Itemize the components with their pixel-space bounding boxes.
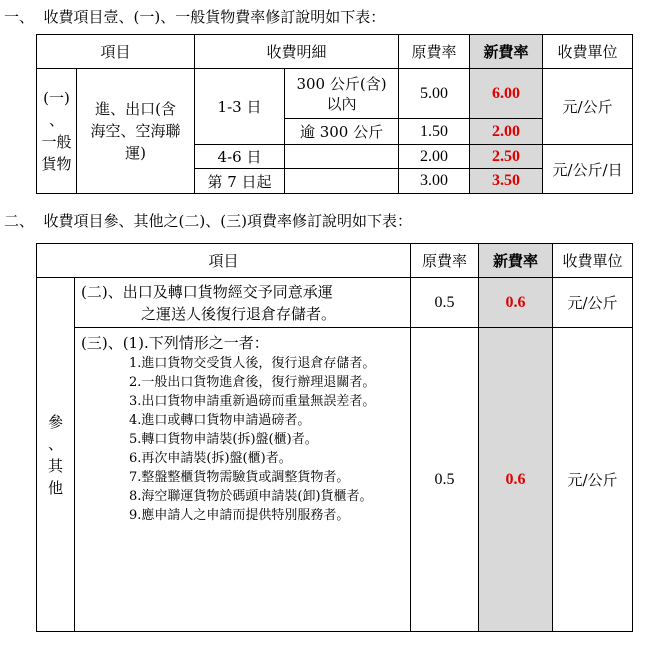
category-line: 、 — [48, 111, 64, 129]
unit-cell: 元/公斤 — [553, 328, 633, 632]
detail-line: 以內 — [326, 94, 357, 113]
section2-heading: 二、 收費項目參、其他之(二)、(三)項費率修訂說明如下表： — [4, 212, 412, 230]
unit-cell: 元/公斤 — [553, 278, 633, 328]
list-item: 4.進口或轉口貨物申請過磅者。 — [129, 413, 311, 428]
unit-cell: 元/公斤/日 — [543, 145, 633, 194]
old-rate-cell: 1.50 — [399, 119, 470, 145]
new-rate-cell: 0.6 — [479, 278, 553, 328]
item2-line: (二)、出口及轉口貨物經交予同意承運 — [81, 282, 333, 301]
old-rate-cell: 2.00 — [399, 145, 470, 169]
item3-description — [75, 328, 411, 632]
header-unit: 收費單位 — [553, 244, 633, 278]
category-line: 貨物 — [41, 155, 72, 173]
header-unit: 收費單位 — [543, 35, 633, 69]
subcategory-import-export — [77, 69, 195, 194]
old-rate-cell: 0.5 — [411, 278, 479, 328]
header-item: 項目 — [37, 35, 195, 69]
item3-title: (三)、(1).下列情形之一者： — [81, 334, 269, 352]
new-rate-cell: 6.00 — [470, 69, 543, 119]
item3-list — [81, 354, 406, 525]
list-item: 6.再次申請裝(拆)盤(櫃)者。 — [129, 451, 292, 466]
subcategory-line: 運) — [125, 144, 146, 162]
list-item: 7.整盤整櫃貨物需驗貨或調整貨物者。 — [129, 470, 350, 485]
item2-line: 之運送人後復行退倉存儲者。 — [141, 304, 337, 323]
detail-cell — [285, 169, 399, 194]
subcategory-line: 海空、空海聯 — [90, 122, 181, 140]
header-old-rate: 原費率 — [399, 35, 470, 69]
new-rate-cell: 3.50 — [470, 169, 543, 194]
detail-line: 300 公斤(含) — [296, 74, 387, 93]
detail-cell — [285, 69, 399, 119]
new-rate-cell: 0.6 — [479, 328, 553, 632]
list-item: 2.一般出口貨物進倉後，復行辦理退關者。 — [129, 375, 376, 390]
category-general-cargo — [37, 69, 77, 194]
header-detail: 收費明細 — [195, 35, 399, 69]
header-item: 項目 — [37, 244, 411, 278]
list-item: 3.出口貨物申請重新過磅而重量無誤差者。 — [129, 394, 376, 409]
detail-cell: 逾 300 公斤 — [285, 119, 399, 145]
period-cell: 第 7 日起 — [195, 169, 285, 194]
list-item: 5.轉口貨物申請裝(拆)盤(櫃)者。 — [129, 432, 318, 447]
category-line: 他 — [47, 478, 63, 497]
detail-cell — [285, 145, 399, 169]
category-line: (一) — [43, 89, 70, 107]
new-rate-cell: 2.00 — [470, 119, 543, 145]
old-rate-cell: 5.00 — [399, 69, 470, 119]
header-new-rate: 新費率 — [479, 244, 553, 278]
category-line: 、 — [47, 434, 63, 453]
item2-description — [75, 278, 411, 328]
section2-fee-table — [36, 243, 633, 632]
list-item: 8.海空聯運貨物於碼頭申請裝(卸)貨櫃者。 — [129, 489, 373, 504]
section1-heading: 一、 收費項目壹、(一)、一般貨物費率修訂說明如下表： — [4, 8, 386, 26]
header-new-rate: 新費率 — [470, 35, 543, 69]
category-other — [37, 278, 75, 632]
section1-fee-table — [36, 34, 633, 194]
period-cell: 4-6 日 — [195, 145, 285, 169]
header-old-rate: 原費率 — [411, 244, 479, 278]
new-rate-cell: 2.50 — [470, 145, 543, 169]
list-item: 1.進口貨物交受貨人後，復行退倉存儲者。 — [129, 356, 376, 371]
old-rate-cell: 0.5 — [411, 328, 479, 632]
category-line: 其 — [47, 456, 63, 475]
category-line: 一般 — [41, 133, 72, 151]
old-rate-cell: 3.00 — [399, 169, 470, 194]
unit-cell: 元/公斤 — [543, 69, 633, 145]
list-item: 9.應申請人之申請而提供特別服務者。 — [129, 508, 350, 523]
subcategory-line: 進、出口(含 — [95, 100, 176, 118]
category-line: 參 — [47, 412, 63, 431]
period-cell: 1-3 日 — [195, 69, 285, 145]
